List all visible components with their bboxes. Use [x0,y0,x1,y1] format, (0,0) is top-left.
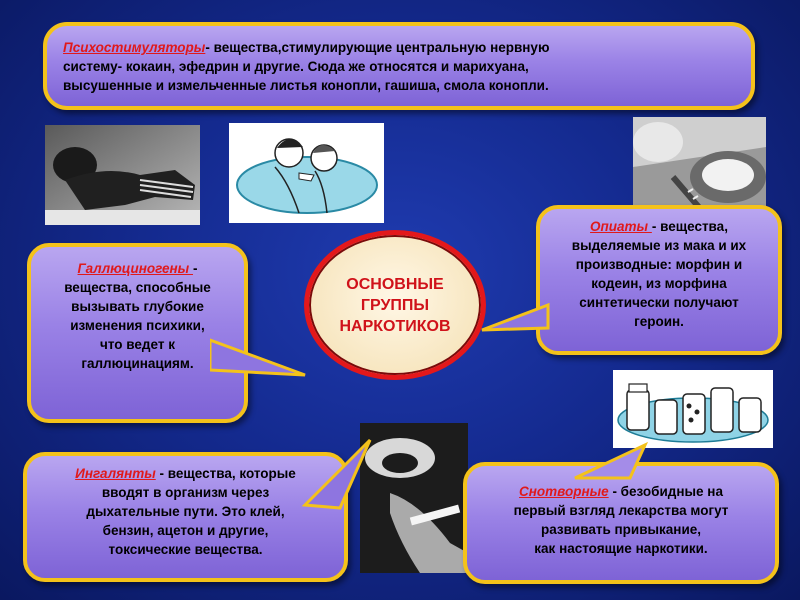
opiates-line5: синтетически получают [579,295,739,310]
sleeping-pills-line4: как настоящие наркотики. [534,541,708,556]
hallucinogens-line1: - [192,261,198,276]
hallucinogens-box [27,243,248,423]
inhalants-line3: дыхательные пути. Это клей, [86,504,285,519]
inhalants-line1: - вещества, которые [155,466,296,481]
center-title-line1: ОСНОВНЫЕ [346,275,444,293]
inhalants-callout-tail [300,430,380,510]
inhalants-line4: бензин, ацетон и другие, [102,523,269,538]
sleeping-pills-box [463,462,779,584]
sleeping-pills-term: Снотворные [519,484,609,499]
opiates-line6: героин. [634,314,684,329]
psychostimulants-line3: высушенные и измельченные листья конопли, гашиша, смола конопли. [63,78,549,93]
psychostimulants-box [43,22,755,110]
psychostimulants-line2: систему- кокаин, эфедрин и другие. Сюда же относятся и марихуана, [63,59,529,74]
hallucinogens-line2: вещества, способные [64,280,211,295]
hallucinogens-line6: галлюцинациям. [81,356,194,371]
inhalants-term: Ингалянты [75,466,156,481]
pill-bottles-illustration [613,370,773,448]
person-lying-photo [45,125,200,225]
hallucinogens-line3: вызывать глубокие [71,299,204,314]
sleeping-pills-callout-tail [570,440,650,480]
psychostimulants-line1: - вещества,стимулирующие центральную нервную [205,40,550,55]
center-title-line2: ГРУППЫ [360,296,430,314]
hallucinogens-line4: изменения психики, [70,318,205,333]
opiates-box [536,205,782,355]
center-title-line3: НАРКОТИКОВ [339,317,451,335]
opiates-line2: выделяемые из мака и их [571,238,747,253]
cartoon-couple-illustration [229,123,384,223]
opiates-term: Опиаты [590,219,652,234]
hallucinogens-term: Галлюциногены [77,261,193,276]
sleeping-pills-line1: - безобидные на [608,484,723,499]
inhalants-line5: токсические вещества. [108,542,263,557]
opiates-line4: кодеин, из морфина [591,276,727,291]
sleeping-pills-line2: первый взгляд лекарства могут [513,503,729,518]
powder-photo [633,117,766,217]
psychostimulants-term: Психостимуляторы [63,40,206,55]
sleeping-pills-line3: развивать привыкание, [540,522,702,537]
opiates-line3: производные: морфин и [575,257,743,272]
inhalants-line2: вводят в организм через [101,485,270,500]
hallucinogens-line5: что ведет к [100,337,175,352]
hallucinogens-callout-tail [210,335,310,385]
opiates-callout-tail [480,300,550,340]
main-groups-oval [304,230,486,380]
opiates-line1: - вещества, [651,219,728,234]
